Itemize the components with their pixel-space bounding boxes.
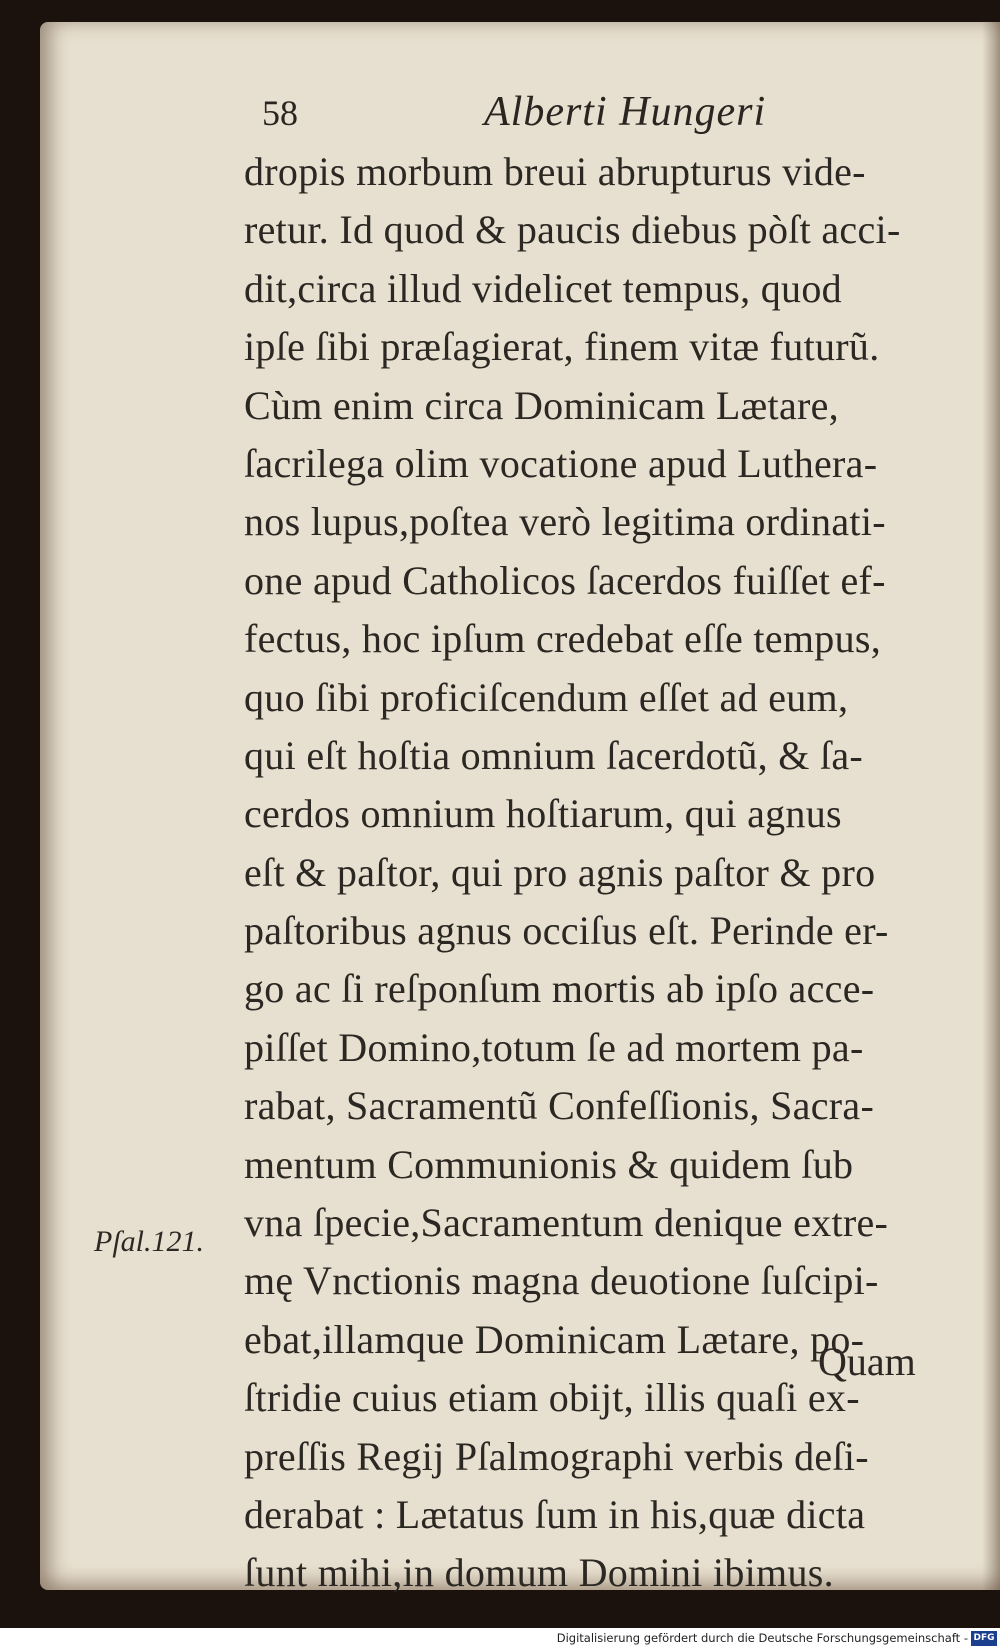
text-line: mę Vnctionis magna deuotione ſuſcipi-	[244, 1258, 879, 1304]
text-line: paſtoribus agnus occiſus eſt. Perinde er-	[244, 908, 889, 954]
text-line: ſtridie cuius etiam obijt, illis quaſi ex-	[244, 1375, 860, 1421]
dfg-logo: DFG	[971, 1631, 997, 1646]
margin-note: Pſal.121.	[94, 1225, 204, 1258]
text-line: nos lupus,poſtea verò legitima ordinati-	[244, 499, 886, 545]
page-edge-shadow	[982, 22, 1000, 1590]
text-line: preſſis Regij Pſalmographi verbis deſi-	[244, 1433, 869, 1479]
page-number: 58	[262, 93, 298, 133]
text-line: quo ſibi proficiſcendum eſſet ad eum,	[244, 674, 849, 720]
text-line: qui eſt hoſtia omnium ſacerdotũ, & ſa-	[244, 732, 864, 778]
text-line: vna ſpecie,Sacramentum denique extre-	[244, 1200, 889, 1246]
text-line: eſt & paſtor, qui pro agnis paſtor & pro	[244, 849, 876, 895]
text-line: rabat, Sacramentũ Confeſſionis, Sacra-	[244, 1083, 875, 1129]
text-line: ipſe ſibi præſagierat, finem vitæ futurũ.	[244, 324, 880, 370]
text-line: cerdos omnium hoſtiarum, qui agnus	[244, 791, 842, 837]
body-text	[244, 143, 916, 1603]
text-line: ſunt mihi,in domum Domini ibimus.	[244, 1550, 834, 1596]
text-line: ebat,illamque Dominicam Lætare, po-	[244, 1316, 865, 1362]
text-line: derabat : Lætatus ſum in his,quæ dicta	[244, 1491, 866, 1537]
footer-bar	[0, 1628, 1000, 1650]
text-line: piſſet Domino,totum ſe ad mortem pa-	[244, 1024, 864, 1070]
funding-credit: Digitalisierung gefördert durch die Deutsche Forschungsgemeinschaft -	[556, 1631, 968, 1645]
text-line: dit,circa illud videlicet tempus, quod	[244, 265, 842, 311]
running-title: Alberti Hungeri	[484, 89, 767, 135]
text-line: go ac ſi reſponſum mortis ab ipſo acce-	[244, 966, 875, 1012]
text-line: mentum Communionis & quidem ſub	[244, 1141, 854, 1187]
page-header	[262, 80, 902, 140]
text-line: fectus, hoc ipſum credebat eſſe tempus,	[244, 616, 882, 662]
text-line: Cùm enim circa Dominicam Lætare,	[244, 382, 839, 428]
text-line: one apud Catholicos ſacerdos fuiſſet ef-	[244, 557, 886, 603]
text-line: ſacrilega olim vocatione apud Luthera-	[244, 440, 878, 486]
text-line: retur. Id quod & paucis diebus pòſt acci-	[244, 207, 901, 253]
catchword: Quam	[818, 1339, 916, 1384]
text-line: dropis morbum breui abrupturus vide-	[244, 149, 866, 194]
